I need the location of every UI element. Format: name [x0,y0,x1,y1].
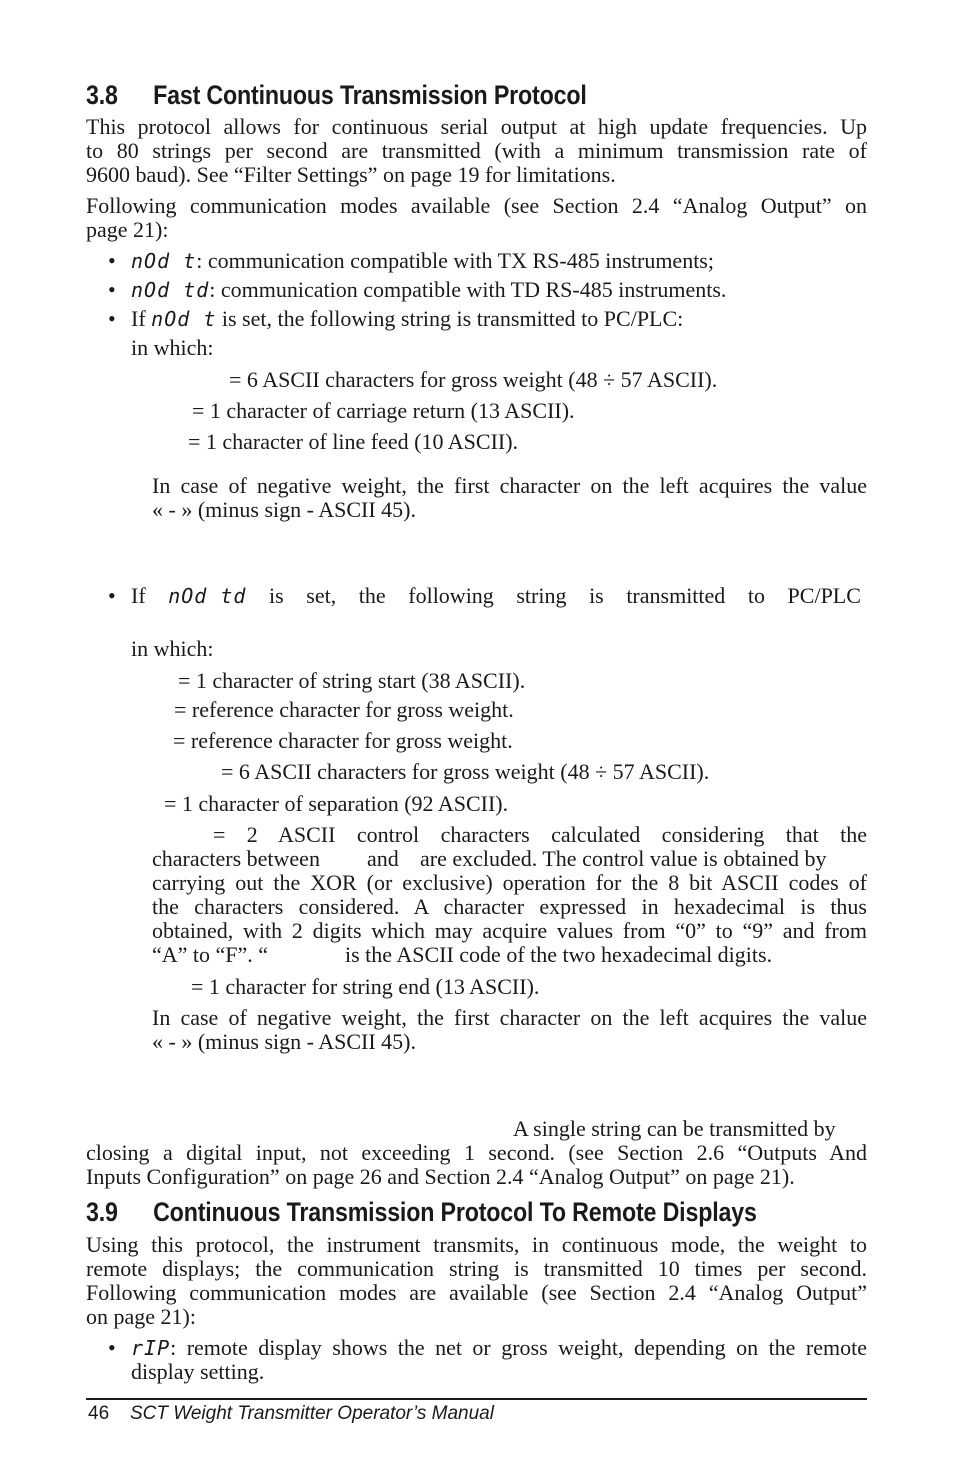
paragraph-line: remote displays; the communication string is transmitted 10 times per second. [86,1256,867,1281]
footer-rule [86,1398,867,1400]
paragraph-line: Following communication modes are available (see Section 2.4 “Analog Output” [86,1280,867,1305]
text-fragment: and [367,846,399,871]
word: PC/PLC [787,583,861,608]
word: set, [306,583,337,608]
paragraph-line: obtained, with 2 digits which may acquire values from “0” to “9” and from [152,918,867,943]
list-item [131,584,861,608]
bullet-marker: • [108,1335,116,1360]
bullet-marker: • [108,277,116,302]
word: If [131,583,146,608]
paragraph-line: This protocol allows for continuous serial output at high update frequencies. Up [86,114,867,139]
list-item [131,249,714,273]
list-item-text: : communication compatible with TD RS-485 instruments. [209,277,727,302]
list-item-text: is set, the following string is transmitted to PC/PLC: [221,306,684,331]
page-number: 46 [88,1403,110,1424]
word: transmitted [626,583,726,608]
section-title: Fast Continuous Transmission Protocol [153,80,587,110]
definition-line: = reference character for gross weight. [173,728,513,753]
paragraph-line: to 80 strings per second are transmitted (with a minimum transmission rate of [86,138,867,163]
paragraph-line: on page 21): [86,1304,196,1329]
section-heading-3-9 [86,1197,757,1227]
definition-line: = 1 character of string start (38 ASCII). [178,668,526,693]
word: string [516,583,567,608]
in-which-label: in which: [131,335,214,360]
section-heading-3-8 [86,80,587,110]
paragraph-line: Using this protocol, the instrument transmits, in continuous mode, the weight to [86,1232,867,1257]
definition-line: = 1 character for string end (13 ASCII). [191,974,540,999]
paragraph-line: closing a digital input, not exceeding 1 second. (see Section 2.6 “Outputs And [86,1140,867,1165]
list-item [131,1336,867,1360]
bullet-marker: • [108,583,116,608]
text-fragment: characters between [152,846,320,871]
display-code: nOd td [168,584,247,608]
in-which-label: in which: [131,636,214,661]
paragraph-line: A single string can be transmitted by [513,1116,836,1141]
list-item [131,307,683,331]
paragraph-line: « - » (minus sign - ASCII 45). [152,497,416,522]
bullet-marker: • [108,306,116,331]
section-title: Continuous Transmission Protocol To Remote Displays [153,1197,757,1227]
paragraph-line: “A” to “F”. “ [152,942,269,967]
section-number: 3.9 [86,1197,118,1227]
word: following [408,583,494,608]
list-item-text: : communication compatible with TX RS-485 instruments; [196,248,714,273]
definition-line: = 1 character of separation (92 ASCII). [164,791,509,816]
paragraph-line: Following communication modes available (see Section 2.4 “Analog Output” on [86,193,867,218]
paragraph-line: « - » (minus sign - ASCII 45). [152,1029,416,1054]
display-code: nOd td [131,278,210,302]
text-fragment: are excluded. The control value is obtained by [420,846,827,871]
paragraph-line [420,847,826,871]
manual-title: SCT Weight Transmitter Operator’s Manual [130,1403,494,1424]
definition-line: = 1 character of carriage return (13 ASCII). [192,398,575,423]
word: to [747,583,765,608]
word: is [269,583,284,608]
paragraph-line: the characters considered. A character expressed in hexadecimal is thus [152,894,867,919]
paragraph-line: In case of negative weight, the first character on the left acquires the value [152,473,867,498]
display-code: nOd t [151,307,217,331]
display-code: nOd t [131,249,197,273]
list-item [131,278,726,302]
list-item-continuation: display setting. [131,1359,265,1384]
definition-line: = 1 character of line feed (10 ASCII). [188,429,519,454]
definition-line: = 6 ASCII characters for gross weight (48 ÷ 57 ASCII). [221,759,710,784]
paragraph-line: In case of negative weight, the first character on the left acquires the value [152,1005,867,1030]
list-item-prefix: If [131,306,146,331]
display-code: rIP [131,1336,171,1360]
list-item-text: : remote display shows the net or gross weight, depending on the remote [170,1335,867,1360]
bullet-marker: • [108,248,116,273]
section-number: 3.8 [86,80,118,110]
paragraph-line: = 2 ASCII control characters calculated considering that the [213,822,867,847]
paragraph-line [367,847,399,871]
word: the [358,583,386,608]
paragraph-line [152,847,320,871]
paragraph-line: is the ASCII code of the two hexadecimal digits. [345,942,773,967]
definition-line: = reference character for gross weight. [174,697,514,722]
word: is [589,583,604,608]
paragraph-line: page 21): [86,217,169,242]
paragraph-line: 9600 baud). See “Filter Settings” on page 19 for limitations. [86,162,616,187]
definition-line: = 6 ASCII characters for gross weight (48 ÷ 57 ASCII). [229,367,718,392]
paragraph-line: Inputs Configuration” on page 26 and Section 2.4 “Analog Output” on page 21). [86,1164,795,1189]
paragraph-line: carrying out the XOR (or exclusive) operation for the 8 bit ASCII codes of [152,870,867,895]
